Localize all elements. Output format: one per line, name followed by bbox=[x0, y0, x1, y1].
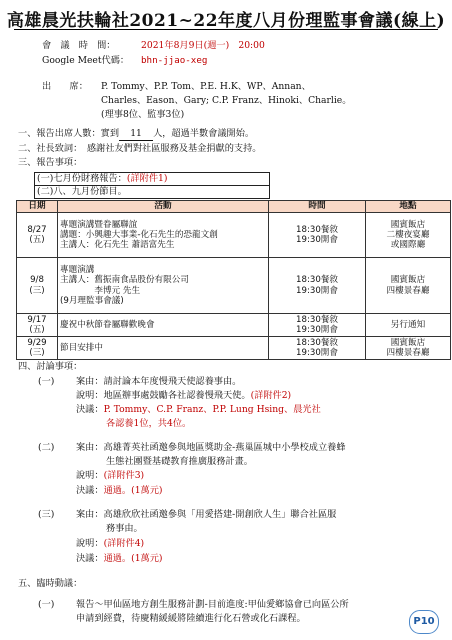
extempore-1-text-cont: 申請到經費，待慶精緩緩將陸續進行化石營或化石課程。 bbox=[76, 613, 306, 624]
header-activity: 活動 bbox=[58, 201, 269, 213]
meeting-time-value: 2021年8月9日(週一) 20:00 bbox=[141, 40, 265, 51]
proposal-1-resolution-cont: 各認養1位，共4位。 bbox=[106, 418, 192, 429]
schedule-table bbox=[16, 200, 451, 360]
report-items-box bbox=[34, 172, 270, 199]
row-date: 9/17 (五) bbox=[17, 314, 58, 337]
report-item-finance: (一)七月份財務報告：(詳附件1) bbox=[37, 173, 168, 184]
header-place: 地點 bbox=[366, 201, 451, 213]
extempore-heading: 五、臨時動議： bbox=[18, 578, 83, 589]
proposal-3-case-cont: 務事由。 bbox=[106, 523, 143, 534]
proposal-2-explanation: 說明：(詳附件3) bbox=[76, 470, 145, 481]
attendance-label: 出 席： bbox=[42, 81, 88, 92]
row-date: 9/29 (三) bbox=[17, 337, 58, 360]
row-date: 8/27 (五) bbox=[17, 213, 58, 258]
attendance-line-1: P. Tommy、P.P. Tom、P.E. H.K、WP、Annan、 bbox=[101, 81, 311, 92]
attendance-report: 一、報告出席人數：實到 11 人，超過半數會議開始。 bbox=[18, 128, 255, 139]
row-activity: 慶祝中秋節眷屬聯歡晚會 bbox=[58, 314, 269, 337]
meeting-time-label: 會 議 時 間： bbox=[42, 40, 116, 51]
table-row bbox=[17, 314, 451, 337]
row-place: 另行通知 bbox=[366, 314, 451, 337]
row-place: 國賓飯店 四樓景春廳 bbox=[366, 258, 451, 314]
schedule-header-row bbox=[17, 201, 451, 213]
proposal-2-case-cont: 生態社團暨基礎教育推廣服務計畫。 bbox=[106, 456, 253, 467]
proposal-1-case: 案由：請討論本年度慢飛天使認養事由。 bbox=[76, 376, 242, 387]
row-activity: 專題演講暨眷屬聯誼 講題：小興趣大事業-化石先生的恐龍文創 主講人：化石先生 蕭語富先生 bbox=[58, 213, 269, 258]
extempore-1-text: 報告～甲仙區地方創生服務計劃-目前進度:甲仙愛鄉協會已向區公所 bbox=[76, 599, 349, 610]
proposal-2-resolution: 決議：通過。(1萬元) bbox=[76, 485, 163, 496]
proposal-2-case: 案由：高雄菁英社函邀參與地區獎助金-燕巢區城中小學校成立養蜂 bbox=[76, 442, 346, 453]
title-divider bbox=[14, 29, 438, 30]
row-date: 9/8 (三) bbox=[17, 258, 58, 314]
attendance-line-2: Charles、Eason、Gary; C.P. Franz、Hinoki、Charlie。 bbox=[101, 95, 352, 106]
attendance-line-3: (理事8位、監事3位) bbox=[101, 109, 185, 120]
proposal-1-resolution: 決議：P. Tommy、C.P. Franz、P.P. Lung Hsing、晨光社 bbox=[76, 404, 321, 415]
discussion-heading: 四、討論事項： bbox=[18, 361, 83, 372]
row-activity: 節目安排中 bbox=[58, 337, 269, 360]
table-row bbox=[17, 258, 451, 314]
page-title: 高雄晨光扶輪社2021~22年度八月份理監事會議(線上) bbox=[6, 11, 446, 31]
table-row bbox=[17, 337, 451, 360]
report-item-programs: (二)八、九月份節目。 bbox=[35, 185, 269, 198]
proposal-3-number: (三) bbox=[38, 509, 55, 520]
proposal-3-explanation: 說明：(詳附件4) bbox=[76, 538, 145, 549]
report-heading: 三、報告事項： bbox=[18, 157, 83, 168]
attendance-count: 11 bbox=[119, 128, 153, 141]
meet-code-value: bhn-jjao-xeg bbox=[141, 55, 208, 66]
row-place: 國賓飯店 四樓景春廳 bbox=[366, 337, 451, 360]
row-time: 18:30餐敘 19:30開會 bbox=[269, 314, 366, 337]
proposal-1-explanation: 說明：地區辦事處鼓勵各社認養慢飛天使。(詳附件2) bbox=[76, 390, 292, 401]
extempore-1-number: (一) bbox=[38, 599, 55, 610]
meet-code-label: Google Meet代碼： bbox=[42, 55, 130, 66]
president-speech: 二、社長致詞： 感謝社友們對社區服務及基金捐獻的支持。 bbox=[18, 143, 262, 154]
row-time: 18:30餐敘 19:30開會 bbox=[269, 213, 366, 258]
header-time: 時間 bbox=[269, 201, 366, 213]
page-number-badge: P10 bbox=[409, 610, 439, 634]
row-time: 18:30餐敘 19:30開會 bbox=[269, 258, 366, 314]
proposal-2-number: (二) bbox=[38, 442, 55, 453]
header-date: 日期 bbox=[17, 201, 58, 213]
proposal-3-case: 案由：高雄欣欣社函邀參與「用愛搭建-開創欣人生」聯合社區服 bbox=[76, 509, 337, 520]
row-time: 18:30餐敘 19:30開會 bbox=[269, 337, 366, 360]
proposal-3-resolution: 決議：通過。(1萬元) bbox=[76, 553, 163, 564]
row-activity: 專題演講 主講人：舊振南食品股份有限公司 李博元 先生 (9月理監事會議) bbox=[58, 258, 269, 314]
row-place: 國賓飯店 二樓夜宴廳 或國際廳 bbox=[366, 213, 451, 258]
proposal-1-number: (一) bbox=[38, 376, 55, 387]
table-row bbox=[17, 213, 451, 258]
